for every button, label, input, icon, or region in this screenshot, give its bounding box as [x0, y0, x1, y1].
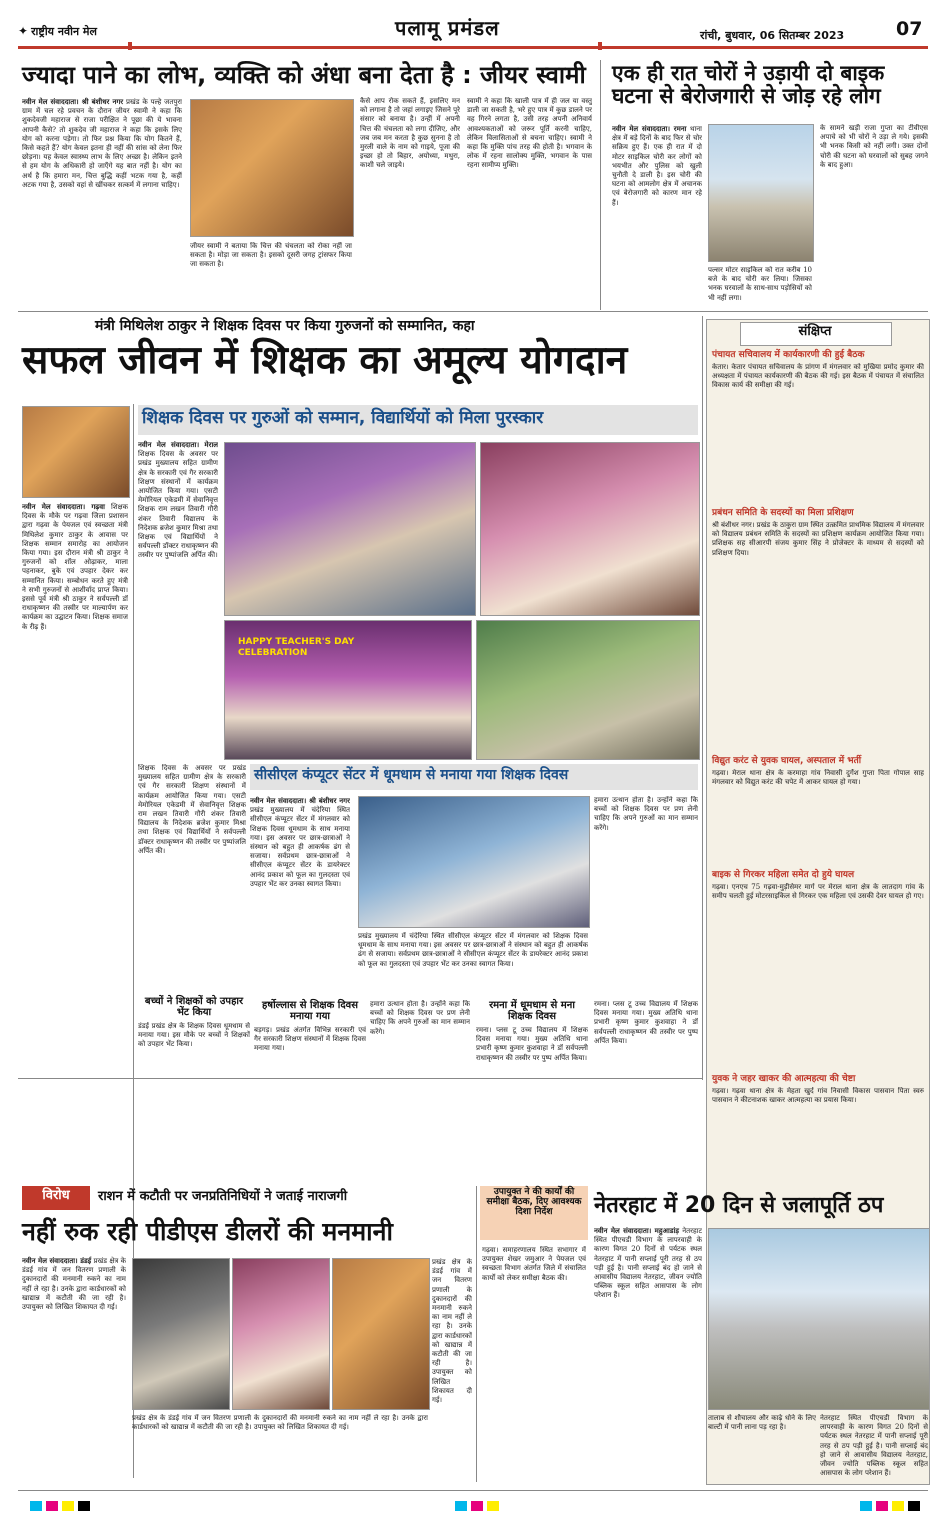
story4-photo-cake [224, 442, 476, 616]
story1-column1 [22, 97, 182, 302]
masthead-marker [128, 42, 132, 50]
story7-headline: हर्षोल्लास से शिक्षक दिवस मनाया गया [262, 1000, 358, 1022]
column-rule [600, 60, 601, 310]
column-rule [476, 1186, 477, 1482]
story5-column3: हमारा उत्थान होता है। उन्होंने कहा कि बच्चों को शिक्षक दिवस पर प्रण लेनी चाहिए कि अपने गुरुओं का मान सम्मान करेंगे। [594, 796, 698, 832]
story4-text: शिक्षक दिवस के अवसर पर प्रखंड मुख्यालय सहित ग्रामीण क्षेत्र के सरकारी एवं गैर सरकारी शिक्षण संस्थानों में कार्यक्रम आयोजित किया गया। एसटी मेमोरियल एकेडमी में सेवानिवृत्त शिक्षक राम लखन तिवारी गौरी शंकर तिवारी विद्यालय के निदेशक ब्रजेश कुमार मिश्रा तथा शिक्षक एवं विद्यार्थियों ने सर्वपल्ली डॉक्टर राधाकृष्णन की तस्वीर पर पुष्पांजलि अर्पित की। [138, 450, 218, 560]
story11-body [594, 1226, 702, 1482]
story4-headline: शिक्षक दिवस पर गुरुओं को सम्मान, विद्यार्थियों को मिला पुरस्कार [142, 408, 544, 428]
story9-body [22, 1256, 126, 1482]
story9-headline: नहीं रुक रही पीडीएस डीलरों की मनमानी [22, 1217, 393, 1246]
color-swatch [892, 1501, 904, 1511]
section-title: पलामू प्रमंडल [395, 16, 500, 40]
story2-caption: पल्सर मोटर साइकिल को रात करीब 10 बजे के बाद चोरी कर लिया। जिसका भनक घरवालों के साथ-साथ पड़ोसियों को भी नहीं लगा। [708, 266, 812, 302]
story9-photo-1 [132, 1258, 230, 1410]
story2-photo [708, 124, 814, 262]
story9-column: प्रखंड क्षेत्र के डंडई गांव में जन वितरण प्रणाली के दुकानदारों की मनमानी रुकने का नाम नहीं ले रहा है। उनके द्वारा कार्डधारकों को खाद्यान्न में कटौती की जा रही है। उपायुक्त को लिखित शिकायत दी गई। [432, 1258, 472, 1405]
story4-continued: शिक्षक दिवस के अवसर पर प्रखंड मुख्यालय सहित ग्रामीण क्षेत्र के सरकारी एवं गैर सरकारी शिक्षण संस्थानों में कार्यक्रम आयोजित किया गया। एसटी मेमोरियल एकेडमी में सेवानिवृत्त शिक्षक राम लखन तिवारी गौरी शंकर तिवारी विद्यालय के निदेशक ब्रजेश कुमार मिश्रा तथा शिक्षक एवं विद्यार्थियों ने सर्वपल्ली डॉक्टर राधाकृष्णन की तस्वीर पर पुष्पांजलि अर्पित की। [138, 764, 246, 855]
masthead-marker [598, 42, 602, 50]
story6-headline: बच्चों ने शिक्षकों को उपहार भेंट किया [144, 996, 244, 1018]
story5-photo [358, 796, 590, 928]
story9-kicker: राशन में कटौती पर जनप्रतिनिधियों ने जताई नाराजगी [98, 1189, 348, 1204]
minister-photo [22, 406, 130, 498]
story9-photo-3 [332, 1258, 430, 1410]
story9-continued: प्रखंड क्षेत्र के डंडई गांव में जन वितरण प्रणाली के दुकानदारों की मनमानी रुकने का नाम नहीं ले रहा है। उनके द्वारा कार्डधारकों को खाद्यान्न में कटौती की जा रही है। उपायुक्त को लिखित शिकायत दी गई। [132, 1414, 428, 1432]
story11-byline: नवीन मेल संवाददाता। महुआडांड़ [594, 1226, 680, 1235]
story11-continued: नेतरहाट स्थित पीएचडी विभाग के लापरवाही के कारण विगत 20 दिनों से पर्यटक स्थल नेतरहाट में पानी सप्लाई पूरी तरह से ठप पड़ी हुई है। पानी सप्लाई बंद हो जाने से आवासीय विद्यालय नेतरहाट, जीवन ज्योति पब्लिक स्कूल सहित आसपास के लोग परेशान हैं। [820, 1414, 928, 1478]
story10-headline: उपायुक्त ने की कार्यों की समीक्षा बैठक, दिए आवश्यक दिशा निर्देश [486, 1187, 582, 1217]
color-swatch [487, 1501, 499, 1511]
story4-photo-group [480, 442, 700, 616]
story1-column4: स्वामी ने कहा कि खाली पात्र में ही जल या वस्तु डाली जा सकती है, भरे हुए पात्र में कुछ डालने पर वह गिरने लगता है, उसी तरह अपनी अनिवार्य आवश्यकताओं को जरूर पूर्ति करनी चाहिए, लेकिन विलासिताओं से बचना चाहिए। स्वामी ने कहा कि मुक्ति पांच तरह की होती है। भगवान के लोक में रहना सालोक्य मुक्ति, भगवान के पास रहना सामीप्य मुक्ति। [467, 97, 592, 170]
story1-column3: कैसे आप रोक सकते हैं, इसलिए मन को लगाना है तो जहां लगाइए जिसने पूरे संसार को बनाया है। उन्हीं में अपनी चित्त की चंचलता को लगा दीजिए, और जब जब मन करता है कुछ सुनना है तो मुरली वाले के नाम को गाइये, पूजा की इच्छा हो तो बिहार, अयोध्या, मथुरा, काशी चले जाइये। [360, 97, 460, 170]
story8-headline: रमना में धूमधाम से मना शिक्षक दिवस [489, 1000, 575, 1022]
story11-headline: नेतरहाट में 20 दिन से जलापूर्ति ठप [594, 1193, 884, 1218]
color-swatch [876, 1501, 888, 1511]
color-swatch [30, 1501, 42, 1511]
story5-body [250, 796, 350, 996]
story9-photo-2 [232, 1258, 330, 1410]
row-rule [18, 311, 928, 312]
story1-body-a: प्रखंड के पल्हे जतपुरा ग्राम में चल रहे प्रवचन के दौरान जीयर स्वामी ने कहा कि शुकदेवजी महाराज से राजा परीक्षित ने पूछा की ये भावना आपनी कैसे? तो शुकदेव जी महाराज ने कहा कि इसके लिए योग को करना पड़ेगा। तो फिर प्रश्न किया कि योग कितने हैं, किसे कहते हैं? योग केवल इतना ही नहीं की सांस को लेना फिर छोड़ना। यह केवल स्वास्थ्य लाभ के लिए अच्छा है। लेकिन इतने से हम योग के अधिकारी हो जाएँगे यह बात नहीं है। योग का अर्थ है कि हमारा मन, चित्त बुद्धि कहीं भटक गया है, कहीं अटक गया है, उसको वहां से खींचकर सत्कर्म में लगाना चाहिए। [22, 98, 182, 189]
brief-item-1-body: केतार। केतार पंचायत सचिवालय के प्रांगण में मंगलवार को मुखिया प्रमोद कुमार की अध्यक्षता में पंचायत कार्यकारणी की बैठक की गई। इस बैठक में पंचायत में संचालित विकास कार्य की समीक्षा की गई। [712, 363, 924, 390]
story2-headline: एक ही रात चोरों ने उड़ायी दो बाइक घटना से बेरोजगारी से जोड़ रहे लोग [612, 61, 885, 109]
story1-headline: ज्यादा पाने का लोभ, व्यक्ति को अंधा बना देता है : जीयर स्वामी [22, 61, 586, 89]
story9-tag: विरोध [42, 1188, 70, 1203]
story7-body: बड़गड़। प्रखंड अंतर्गत विभिन्न सरकारी एवं गैर सरकारी शिक्षण संस्थानों में शिक्षक दिवस मनाया गया। [254, 1026, 366, 1053]
page-number: 07 [896, 18, 923, 40]
story4-photo-students [476, 620, 700, 760]
brief-title: संक्षिप्त [798, 324, 832, 339]
story1-photo [190, 99, 354, 237]
brief-item-3-head: विद्युत करंट से युवक घायल, अस्पताल में भर्ती [712, 756, 862, 766]
row-rule [18, 1078, 702, 1079]
story2-column3: के सामने खड़ी राजा गुप्ता का टीवीएस अपाचे को भी चोरों ने उड़ा ले गये। इसकी भी भनक किसी को नहीं लगी। उक्त दोनों चोरी की घटना को घरवालों को सुबह जगने के बाद हुआ। [820, 124, 928, 169]
story3-headline: सफल जीवन में शिक्षक का अमूल्य योगदान [22, 338, 628, 383]
story3-kicker: मंत्री मिथिलेश ठाकुर ने शिक्षक दिवस पर किया गुरुजनों को सम्मानित, कहा [95, 318, 475, 334]
brief-item-4-head: बाइक से गिरकर महिला समेत दो हुये घायल [712, 870, 855, 880]
story4-banner-text: HAPPY TEACHER'S DAY CELEBRATION [238, 637, 355, 658]
brief-item-5-head: युवक ने जहर खाकर की आत्महत्या की चेष्टा [712, 1074, 856, 1084]
story9-text: प्रखंड क्षेत्र के डंडई गांव में जन वितरण प्रणाली के दुकानदारों की मनमानी रुकने का नाम नहीं ले रहा है। उनके द्वारा कार्डधारकों को खाद्यान्न में कटौती की जा रही है। उपायुक्त को लिखित शिकायत दी गई। [22, 1257, 126, 1312]
brief-item-2-body: श्री बंशीधर नगर। प्रखंड के ठाकुरा ग्राम स्थित उत्क्रमित प्राथमिक विद्यालय में मंगलवार को विद्यालय प्रबंधन समिति के सदस्यों का प्रशिक्षण कार्यक्रम आयोजित किया गया। प्रशिक्षक सह सीआरपी संजय कुमार सिंह ने प्रोजेक्टर के माध्यम से सदस्यों को प्रशिक्षण दिया। [712, 521, 924, 557]
bird-icon: ✦ [18, 24, 29, 38]
brief-item-4-body: गढ़वा। एनएच 75 गढ़वा-मुड़ीसेमर मार्ग पर मेराल थाना क्षेत्र के लातदाग गांव के समीप चलती हुई मोटरसाइकिल से गिरकर एक महिला एवं उसकी देवर घायल हो गए। [712, 883, 924, 901]
story11-text: नेतरहाट स्थित पीएचडी विभाग के लापरवाही के कारण विगत 20 दिनों से पर्यटक स्थल नेतरहाट में पानी सप्लाई पूरी तरह से ठप पड़ी हुई है। पानी सप्लाई बंद हो जाने से आवासीय विद्यालय नेतरहाट, जीवन ज्योति पब्लिक स्कूल सहित आसपास के लोग परेशान हैं। [594, 1227, 702, 1300]
story1-caption: जीयर स्वामी ने बताया कि चित्त की चंचलता को रोका नहीं जा सकता है। मोड़ा जा सकता है। इसको दूसरी जगह ट्रांसफर किया जा सकता है। [190, 242, 352, 269]
color-swatch [455, 1501, 467, 1511]
story3-text: शिक्षक दिवस के मौके पर गढ़वा जिला प्रशासन द्वारा गढ़वा के पेयजल एवं स्वच्छता मंत्री मिथिलेश कुमार ठाकुर के आवास पर शिक्षक सम्मान समारोह का आयोजन किया गया। इस दौरान मंत्री श्री ठाकुर ने गुरुजनों को शॉल ओढ़ाकर, माला पहनाकर, बुके एवं उपहार देकर कर सम्मानित किया। सम्बोधन करते हुए मंत्री ने सभी गुरुजनों से आशीर्वाद प्राप्त किया। इससे पूर्व मंत्री श्री ठाकुर ने सर्वपल्ली डॉ राधाकृष्णन की तस्वीर पर माल्यार्पण कर कार्यक्रम का उद्घाटन किया। शिक्षक समाज के रीढ़ हैं। [22, 503, 128, 631]
story5-continued: प्रखंड मुख्यालय में चंदेरिया स्थित सीसीएल कंप्यूटर सेंटर में मंगलवार को शिक्षक दिवस धूमधाम के साथ मनाया गया। इस अवसर पर छात्र-छात्राओं ने संस्थान को बहुत ही आकर्षक ढंग से सजाया। सर्वप्रथम छात्र-छात्राओं ने सीसीएल कंप्यूटर सेंटर के डायरेक्टर आनंद प्रकाश को फूल का गुलदस्ता एवं उपहार भेंट कर उनका स्वागत किया। [358, 932, 588, 968]
brief-item-3-body: गढ़वा। मेराल थाना क्षेत्र के करमाहा गांव निवासी दुर्गेश गुप्ता पिता गोपाल साह मंगलवार को विद्युत करंट की चपेट में आकर घायल हो गया। [712, 769, 924, 787]
brief-item-5-body: गढ़वा। गढ़वा थाना क्षेत्र के मेहता खुर्द गांव निवासी विकास पासवान पिता स्वरु पासवान ने कीटनाशक खाकर आत्महत्या का प्रयास किया। [712, 1087, 924, 1105]
story3-byline: नवीन मेल संवाददाता। गढ़वा [22, 502, 105, 511]
column-rule [702, 316, 703, 1080]
color-swatch [860, 1501, 872, 1511]
brand-name: राष्ट्रीय नवीन मेल [31, 25, 97, 38]
footer-rule [18, 1490, 928, 1491]
story2-byline: नवीन मेल संवाददाता। रमना [612, 124, 687, 133]
brief-item-2-head: प्रबंधन समिति के सदस्यों का मिला प्रशिक्षण [712, 508, 854, 518]
story1-byline: नवीन मेल संवाददाता। श्री बंशीधर नगर [22, 97, 124, 106]
story2-column1 [612, 124, 702, 304]
story5-tail: हमारा उत्थान होता है। उन्होंने कहा कि बच्चों को शिक्षक दिवस पर प्रण लेनी चाहिए कि अपने गुरुओं का मान सम्मान करेंगे। [370, 1000, 470, 1036]
brand-logo [18, 24, 97, 39]
story11-photo [708, 1228, 930, 1410]
color-swatch [471, 1501, 483, 1511]
color-swatch [46, 1501, 58, 1511]
dateline: रांची, बुधवार, 06 सितम्बर 2023 [700, 29, 845, 42]
story5-headline: सीसीएल कंप्यूटर सेंटर में धूमधाम से मनाया गया शिक्षक दिवस [254, 767, 569, 783]
story9-byline: नवीन मेल संवाददाता। डंडई [22, 1256, 92, 1265]
story8-continued: रमना। प्लस टू उच्च विद्यालय में शिक्षक दिवस मनाया गया। मुख्य अतिथि थाना प्रभारी कृष्ण कुमार कुशवाहा ने डॉ सर्वपल्ली राधाकृष्णन की तस्वीर पर पुष्प अर्पित किया। [594, 1000, 698, 1045]
story11-caption: तालाब से शौचालय और काढ़े धोने के लिए बाल्टी में पानी लाना पड़ रहा है। [708, 1414, 816, 1432]
story5-byline: नवीन मेल संवाददाता। श्री बंशीधर नगर [250, 796, 350, 805]
story8-body: रमना। प्लस टू उच्च विद्यालय में शिक्षक दिवस मनाया गया। मुख्य अतिथि थाना प्रभारी कृष्ण कुमार कुशवाहा ने डॉ सर्वपल्ली राधाकृष्णन की तस्वीर पर पुष्प अर्पित किया। [476, 1026, 588, 1062]
story4-body [138, 440, 218, 758]
color-swatch [908, 1501, 920, 1511]
masthead-rule [18, 46, 928, 49]
color-swatch [78, 1501, 90, 1511]
story6-body: डंडई प्रखंड क्षेत्र के शिक्षक दिवस धूमधाम से मनाया गया। इस मौके पर बच्चों ने शिक्षकों को उपहार भेंट किया। [138, 1022, 250, 1049]
story4-byline: नवीन मेल संवाददाता। मेराल [138, 440, 218, 449]
story2-body-a: थाना क्षेत्र में बड़े दिनों के बाद फिर से चोर सक्रिय हुए हैं। एक ही रात में दो मोटर साइकिल चोरी कर लोगों को भयभीत और पुलिस को खुली चुनौती दे डाली है। इस चोरी की घटना को आमलोग क्षेत्र में अचानक एवं बेरोजगारी को कारण मान रहे हैं। [612, 125, 702, 207]
brief-item-1-head: पंचायत सचिवालय में कार्यकारणी की हुई बैठक [712, 350, 865, 360]
color-swatch [62, 1501, 74, 1511]
story10-body: गढ़वा। समाहरणालय स्थित सभागार में उपायुक्त शेखर जमुआर ने पेयजल एवं स्वच्छता विभाग अंतर्गत जिले में संचालित कार्यों को लेकर समीक्षा बैठक की। [482, 1246, 586, 1282]
story5-text: प्रखंड मुख्यालय में चंदेरिया स्थित सीसीएल कंप्यूटर सेंटर में मंगलवार को शिक्षक दिवस धूमधाम के साथ मनाया गया। इस अवसर पर छात्र-छात्राओं ने संस्थान को बहुत ही आकर्षक ढंग से सजाया। सर्वप्रथम छात्र-छात्राओं ने सीसीएल कंप्यूटर सेंटर के डायरेक्टर आनंद प्रकाश को फूल का गुलदस्ता एवं उपहार भेंट कर उनका स्वागत किया। [250, 806, 350, 888]
